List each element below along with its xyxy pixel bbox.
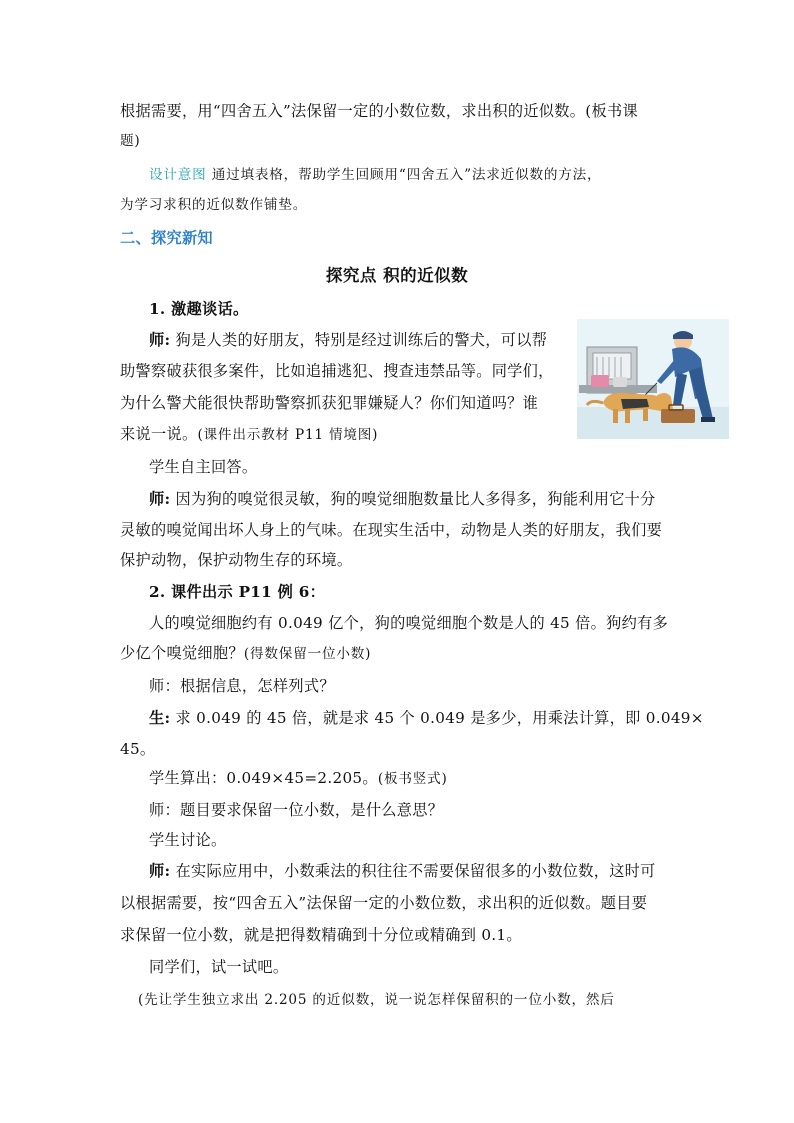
design-intent-line [149,165,709,185]
board-note: (板书竖式) [377,771,448,787]
design-intent-label: 设计意图 [149,167,207,183]
page-title: 探究点 积的近似数 [325,266,469,285]
text-line: 题) [120,133,141,149]
text-line: 求保留一位小数，就是把得数精确到十分位或精确到 0.1。 [120,926,522,944]
text-line: 为学习求积的近似数作铺垫。 [120,197,308,213]
text-line: 45。 [120,740,156,758]
student-speaker: 生: [149,709,171,727]
text-line: 同学们，试一试吧。 [149,958,289,976]
text-line: 师：根据信息，怎样列式？ [149,677,335,695]
text-line: 保护动物，保护动物生存的环境。 [120,551,353,569]
teacher-line [149,861,709,881]
text-line: 学生讨论。 [149,831,227,849]
text-line: (先让学生独立求出 2.205 的近似数，说一说怎样保留积的一位小数，然后 [138,992,615,1008]
teacher-speaker: 师: [149,331,171,349]
teacher-line [149,330,569,350]
text-line: 师：题目要求保留一位小数，是什么意思？ [149,801,444,819]
text-line: 根据需要，用“四舍五入”法保留一定的小数位数，求出积的近似数。(板书课 [120,102,638,120]
text-line: 助警察破获很多案件，比如追捕逃犯、搜查违禁品等。同学们， [120,362,554,380]
police-dog-illustration [577,319,729,439]
text-span: 因为狗的嗅觉很灵敏，狗的嗅觉细胞数量比人多得多，狗能利用它十分 [175,490,656,508]
text-line: 为什么警犬能很快帮助警察抓获犯罪嫌疑人？你们知道吗？谁 [120,394,539,412]
text-line: 人的嗅觉细胞约有 0.049 亿个，狗的嗅觉细胞个数是人的 45 倍。狗约有多 [149,614,669,632]
section-heading: 二、探究新知 [120,229,213,247]
text-span: 求 0.049 的 45 倍，就是求 45 个 0.049 是多少，用乘法计算，即 0.049× [175,709,704,727]
student-line [149,708,709,728]
subheading: 2. 课件出示 P11 例 6： [149,583,326,601]
teacher-speaker: 师: [149,490,171,508]
text-span: 少亿个嗅觉细胞？ [120,644,244,662]
text-span: 在实际应用中，小数乘法的积往往不需要保留很多的小数位数，这时可 [175,862,656,880]
design-intent-text: 通过填表格，帮助学生回顾用“四舍五入”法求近似数的方法， [211,167,602,183]
subheading: 1. 激趣谈话。 [149,300,249,318]
text-line: 灵敏的嗅觉闻出坏人身上的气味。在现实生活中，动物是人类的好朋友，我们要 [120,521,663,539]
text-span: 学生算出：0.049×45=2.205。 [149,769,378,787]
problem-note: (得数保留一位小数) [243,646,372,662]
text-line: 以根据需要，按“四舍五入”法保留一定的小数位数，求出积的近似数。题目要 [120,894,648,912]
teacher-speaker: 师: [149,862,171,880]
teacher-line [149,489,709,509]
courseware-note: (课件出示教材 P11 情境图) [197,427,379,443]
text-line: 学生自主回答。 [149,458,258,476]
text-span: 来说一说。 [120,425,198,443]
text-span: 狗是人类的好朋友，特别是经过训练后的警犬，可以帮 [175,331,548,349]
text-line [149,768,709,789]
text-line [120,643,680,664]
